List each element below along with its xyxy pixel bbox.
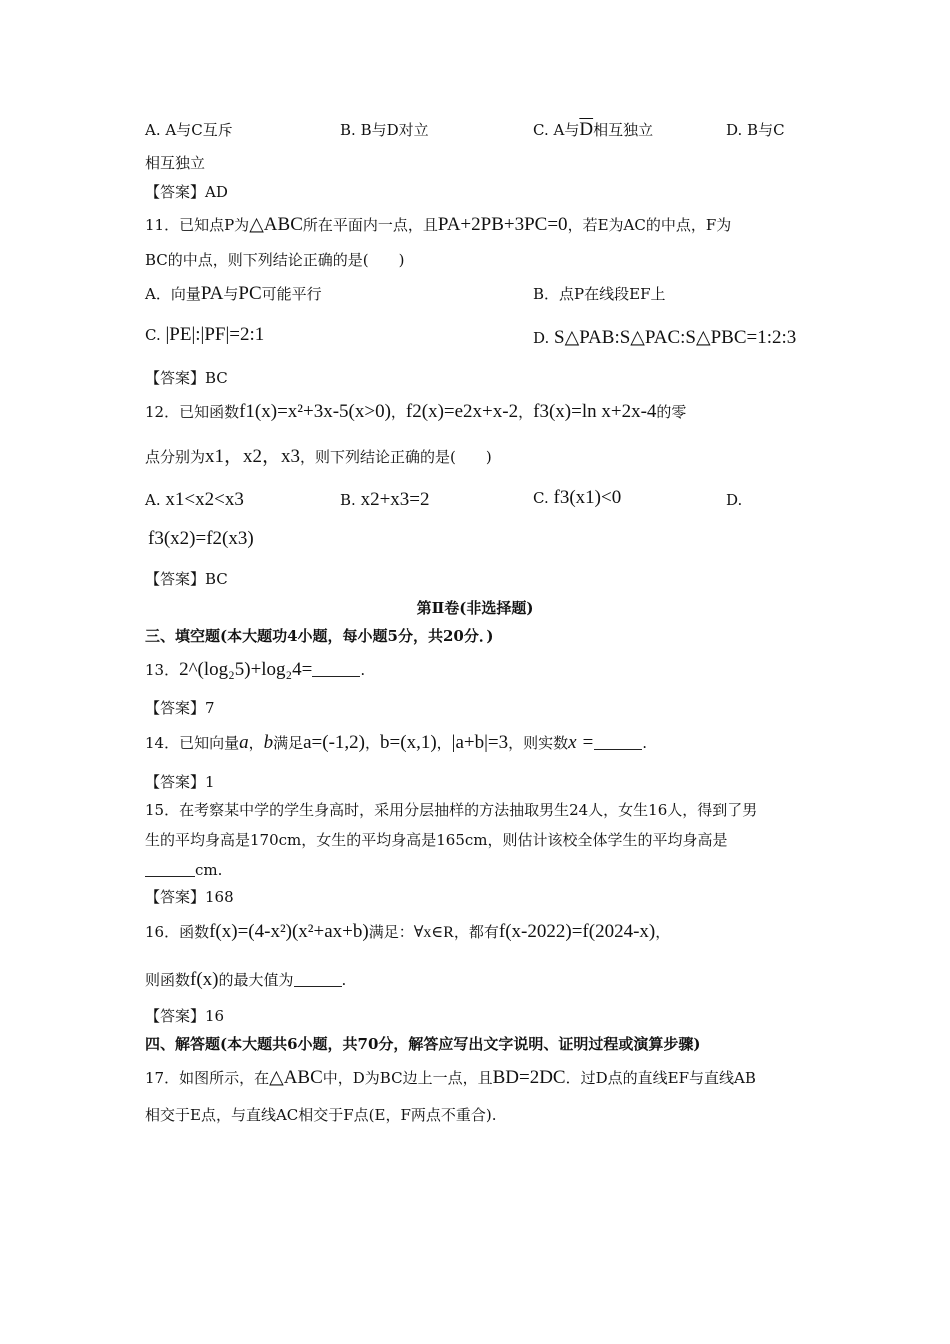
q13-blank xyxy=(312,662,360,677)
q17-line2: 相交于E点，与直线AC相交于F点(E，F两点不重合). xyxy=(145,1106,497,1124)
q15-line3: cm. xyxy=(145,860,222,880)
q14-condition-a: a=(-1,2) xyxy=(303,732,366,753)
q10-option-b: B. B与D对立 xyxy=(340,121,429,139)
q14-blank xyxy=(594,735,642,750)
q11-stem-line2: BC的中点，则下列结论正确的是( ) xyxy=(145,251,405,269)
q16-function: f(x)=(4-x²)(x²+ax+b) xyxy=(209,921,369,942)
q12-option-d-math: f3(x2)=f2(x3) xyxy=(148,528,254,549)
q11-vector-equation: PA+2PB+3PC=0 xyxy=(437,214,568,235)
q16-line1: 16．函数f(x)=(4-x²)(x²+ax+b)满足：∀x∈R，都有f(x-2022)=f(2024-x)， xyxy=(145,921,671,942)
q12-option-a: A. x1<x2<x3 xyxy=(145,489,244,510)
q13: 13．2^(log₂5)+log₂4= . xyxy=(145,659,366,680)
q12-zeros: x1，x2，x3 xyxy=(205,446,301,467)
q10-option-d-continued: 相互独立 xyxy=(145,154,206,172)
q12-option-b: B. x2+x3=2 xyxy=(340,489,430,510)
q15-blank xyxy=(145,862,195,877)
q11-option-c: C. |PE|:|PF|=2:1 xyxy=(145,324,265,345)
q13-expression: 2^(log₂5)+log₂4= xyxy=(179,659,313,680)
q16-blank xyxy=(294,972,342,987)
q10-answer: 【答案】AD xyxy=(145,183,228,201)
q12-f3: f3(x)=ln x+2x-4 xyxy=(533,401,657,422)
q10-option-b-text: B与D对立 xyxy=(360,121,429,139)
q10-option-a: A. A与C互斥 xyxy=(145,121,233,139)
q17-line1: 17．如图所示，在△ABC中，D为BC边上一点，且BD=2DC．过D点的直线EF与直线AB xyxy=(145,1067,756,1088)
section4-title: 四、解答题(本大题共6小题，共70分，解答应写出文字说明、证明过程或演算步骤) xyxy=(145,1035,701,1053)
q16-line2: 则函数f(x)的最大值为 . xyxy=(145,969,347,990)
q16-symmetry-equation: f(x-2022)=f(2024-x) xyxy=(498,921,656,942)
q12-f2: f2(x)=e2x+x-2 xyxy=(405,401,519,422)
q15-line2: 生的平均身高是170cm，女生的平均身高是165cm，则估计该校全体学生的平均身高是 xyxy=(145,831,728,849)
q11-option-c-math: |PE|:|PF|=2:1 xyxy=(165,324,265,345)
q12-stem-line1: 12．已知函数f1(x)=x²+3x-5(x>0)，f2(x)=e2x+x-2，f3(x)=ln x+2x-4的零 xyxy=(145,401,687,422)
q12-option-d-label: D. xyxy=(726,491,743,509)
q16-answer: 【答案】16 xyxy=(145,1007,225,1025)
part2-title: 第Ⅱ卷(非选择题) xyxy=(416,599,534,617)
q13-answer: 【答案】7 xyxy=(145,699,215,717)
q14-answer: 【答案】1 xyxy=(145,773,215,791)
q14-condition-b: b=(x,1) xyxy=(380,732,437,753)
q12-stem-line2: 点分别为x1，x2，x3，则下列结论正确的是( ) xyxy=(145,446,492,467)
q16-forall: ∀x∈R xyxy=(413,924,454,941)
q12-f1: f1(x)=x²+3x-5(x>0) xyxy=(239,401,391,422)
q15-answer: 【答案】168 xyxy=(145,888,234,906)
q11-option-b: B．点P在线段EF上 xyxy=(533,285,666,303)
q10-option-a-text: A与C互斥 xyxy=(165,121,233,139)
q11-option-d-math: S△PAB:S△PAC:S△PBC=1:2:3 xyxy=(554,327,797,348)
q11-stem-line1: 11．已知点P为△ABC所在平面内一点，且PA+2PB+3PC=0，若E为AC的中点，F为 xyxy=(145,214,732,235)
d-bar-symbol: $\overline{D}$ xyxy=(579,119,594,140)
q11-option-d: D. S△PAB:S△PAC:S△PBC=1:2:3 xyxy=(533,327,797,348)
q11-option-a: A．向量PA与PC可能平行 xyxy=(145,283,322,304)
section3-title: 三、填空题(本大题功4小题，每小题5分，共20分．) xyxy=(145,627,494,645)
q10-option-c: C. A与$\overline{D}$相互独立 xyxy=(533,119,654,140)
q17-equation: BD=2DC xyxy=(492,1067,566,1088)
q11-answer: 【答案】BC xyxy=(145,369,228,387)
q12-option-c: C. f3(x1)<0 xyxy=(533,487,622,508)
q12-answer: 【答案】BC xyxy=(145,570,228,588)
q10-option-d: D. B与C xyxy=(726,121,785,139)
q15-line1: 15．在考察某中学的学生身高时，采用分层抽样的方法抽取男生24人，女生16人，得到了男 xyxy=(145,801,758,819)
q14-condition-norm: |a+b|=3 xyxy=(451,732,509,753)
q14: 14．已知向量a，b满足a=(-1,2)，b=(x,1)，|a+b|=3，则实数x = . xyxy=(145,732,647,753)
